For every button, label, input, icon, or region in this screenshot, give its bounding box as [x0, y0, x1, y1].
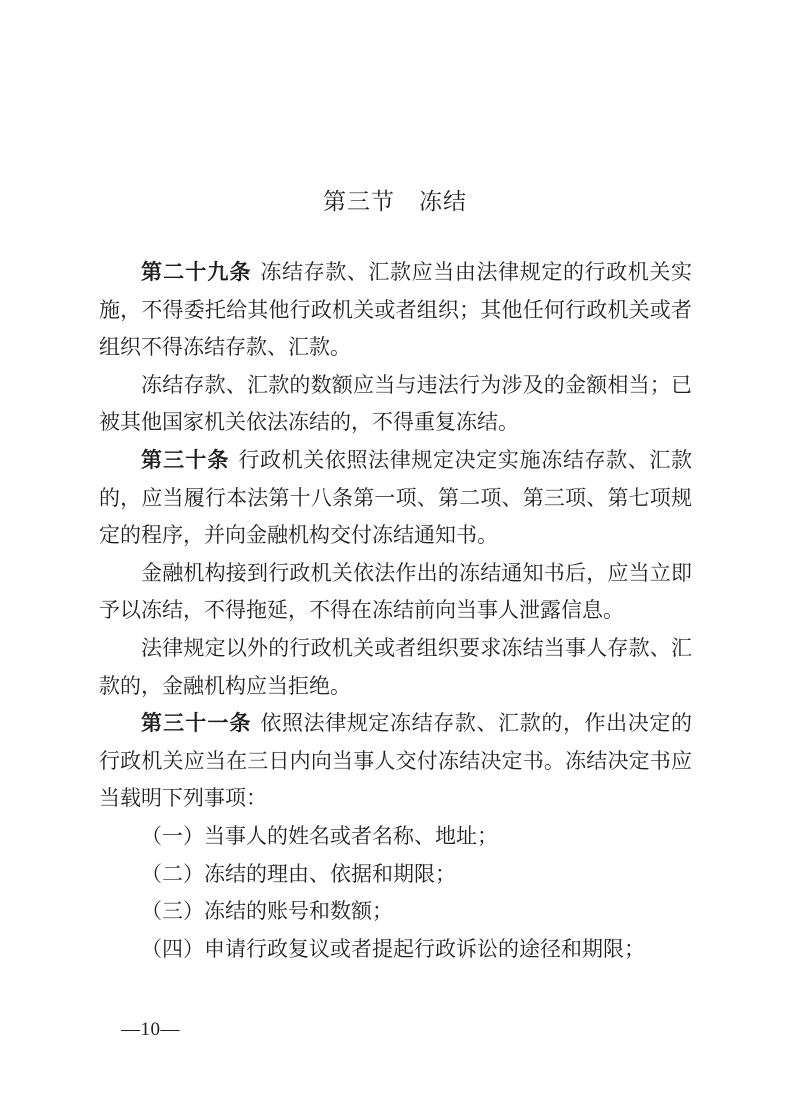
list-item-text: （一）当事人的姓名或者名称、地址； [141, 823, 498, 848]
article-number: 第三十条 [141, 448, 230, 472]
list-item-4 [99, 931, 692, 969]
paragraph [99, 367, 692, 442]
paragraph-text: 依照法律规定冻结存款、汇款的，作出决定的行政机关应当在三日内向当事人交付冻结决定书。冻结决定书应当载明下列事项： [99, 711, 693, 811]
article-number: 第二十九条 [141, 261, 252, 284]
paragraph [99, 630, 692, 705]
paragraph-text: 法律规定以外的行政机关或者组织要求冻结当事人存款、汇款的，金融机构应当拒绝。 [99, 635, 692, 698]
section-title: 第三节 冻结 [323, 189, 467, 214]
list-item-1 [99, 818, 692, 856]
list-item-3 [99, 893, 692, 931]
paragraph-article-31 [99, 705, 692, 818]
paragraph [99, 555, 692, 630]
list-item-text: （二）冻结的理由、依据和期限； [141, 861, 456, 886]
list-item-text: （四）申请行政复议或者提起行政诉讼的途径和期限； [141, 936, 645, 961]
paragraph-text: 冻结存款、汇款应当由法律规定的行政机关实施，不得委托给其他行政机关或者组织；其他任何行政机关或者组织不得冻结存款、汇款。 [99, 260, 693, 360]
paragraph-text: 行政机关依照法律规定决定实施冻结存款、汇款的，应当履行本法第十八条第一项、第二项、第三项、第七项规定的程序，并向金融机构交付冻结通知书。 [99, 447, 692, 548]
document-body [99, 254, 692, 968]
list-item-text: （三）冻结的账号和数额； [141, 899, 393, 924]
paragraph-text: 冻结存款、汇款的数额应当与违法行为涉及的金额相当；已被其他国家机关依法冻结的，不得重复冻结。 [99, 372, 692, 435]
footer-page-number: —10— [121, 1019, 180, 1040]
paragraph-text: 金融机构接到行政机关依法作出的冻结通知书后，应当立即予以冻结，不得拖延，不得在冻结前向当事人泄露信息。 [99, 560, 692, 623]
paragraph-article-30 [99, 442, 692, 555]
list-item-2 [99, 856, 692, 894]
article-number: 第三十一条 [141, 712, 252, 736]
paragraph-article-29 [99, 254, 692, 367]
